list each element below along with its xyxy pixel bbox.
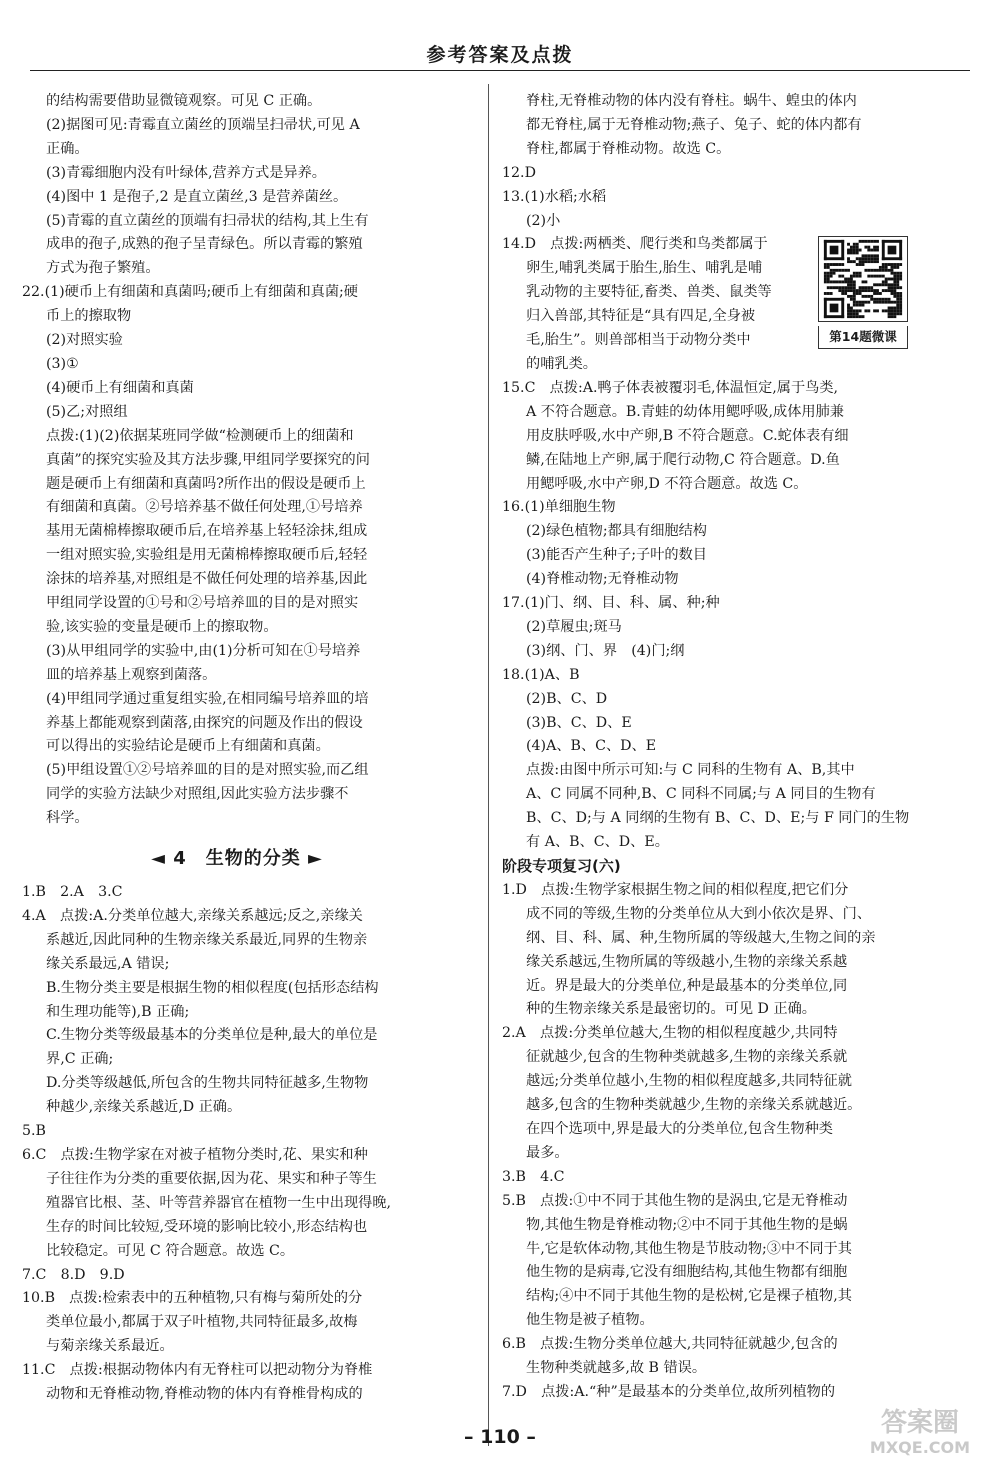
text-line: 点拨:(1)(2)依据某班同学做“检测硬币上的细菌和 bbox=[46, 427, 354, 444]
text-line: 归入兽部,其特征是“具有四足,全身被 bbox=[526, 308, 756, 325]
text-line: 最多。 bbox=[526, 1144, 569, 1161]
text-line: 有 A、B、C、D、E。 bbox=[526, 834, 669, 851]
text-line: 一组对照实验,实验组是用无菌棉棒擦取硬币后,轻轻 bbox=[46, 547, 368, 564]
text-line: 越多,包含的生物种类就越少,生物的亲缘关系就越近。 bbox=[526, 1097, 862, 1114]
text-line: (5)青霉的直立菌丝的顶端有扫帚状的结构,其上生有 bbox=[46, 212, 369, 229]
text-line: (4)甲组同学通过重复组实验,在相同编号培养皿的培 bbox=[46, 690, 369, 707]
text-line: 成串的孢子,成熟的孢子呈青绿色。所以青霉的繁殖 bbox=[46, 236, 363, 253]
text-line: (3)① bbox=[46, 355, 79, 372]
text-line: 他生物的是病毒,它没有细胞结构,其他生物都有细胞 bbox=[526, 1264, 848, 1281]
text-line: (3)能否产生种子;子叶的数目 bbox=[526, 547, 707, 564]
text-line: 6.C 点拨:生物学家在对被子植物分类时,花、果实和种 bbox=[22, 1146, 368, 1163]
text-line: 22.(1)硬币上有细菌和真菌吗;硬币上有细菌和真菌;硬 bbox=[22, 284, 358, 301]
text-line: (5)甲组设置①②号培养皿的目的是对照实验,而乙组 bbox=[46, 762, 369, 779]
text-line: 币上的擦取物 bbox=[46, 308, 132, 325]
text-line: 的结构需要借助显微镜观察。可见 C 正确。 bbox=[46, 93, 322, 109]
text-line: 基用无菌棉棒擦取硬币后,在培养基上轻轻涂抹,组成 bbox=[46, 523, 368, 540]
text-line: 脊柱,无脊椎动物的体内没有脊柱。蜗牛、蝗虫的体内 bbox=[526, 93, 857, 109]
text-line: (2)小 bbox=[526, 212, 561, 229]
text-line: 和生理功能等),B 正确; bbox=[46, 1003, 190, 1020]
text-line: 动物和无脊椎动物,脊椎动物的体内有脊椎骨构成的 bbox=[46, 1386, 363, 1403]
text-line: 殖器官比根、茎、叶等营养器官在植物一生中出现得晚, bbox=[46, 1194, 392, 1211]
text-line: 6.B 点拨:生物分类单位越大,共同特征就越少,包含的 bbox=[502, 1336, 838, 1353]
text-line: 乳动物的主要特征,畜类、兽类、鼠类等 bbox=[526, 284, 772, 301]
text-line: 用鳃呼吸,水中产卵,D 不符合题意。故选 C。 bbox=[526, 475, 808, 492]
text-line: D.分类等级越低,所包含的生物共同特征越多,生物物 bbox=[46, 1075, 369, 1092]
text-line: 种越少,亲缘关系越近,D 正确。 bbox=[46, 1099, 242, 1116]
text-line: 17.(1)门、纲、目、科、属、种;种 bbox=[502, 595, 720, 612]
text-line: (4)硬币上有细菌和真菌 bbox=[46, 379, 194, 396]
text-line: (4)图中 1 是孢子,2 是直立菌丝,3 是营养菌丝。 bbox=[46, 188, 348, 205]
text-line: 1.B 2.A 3.C bbox=[22, 884, 123, 900]
qr-code-block[interactable] bbox=[818, 236, 910, 349]
watermark bbox=[850, 1408, 990, 1464]
text-line: 缘关系最远,A 错误; bbox=[46, 955, 170, 972]
text-line: 4.A 点拨:A.分类单位越大,亲缘关系越远;反之,亲缘关 bbox=[22, 907, 363, 924]
section-title: ◄ 4 生物的分类 ► bbox=[151, 848, 323, 870]
text-line: 的哺乳类。 bbox=[526, 355, 597, 372]
watermark-logo: 答案圈 bbox=[880, 1408, 959, 1438]
text-line: 16.(1)单细胞生物 bbox=[502, 499, 616, 516]
header-rule bbox=[30, 70, 970, 71]
text-line: 纲、目、科、属、种,生物所属的等级越大,生物之间的亲 bbox=[526, 929, 876, 946]
text-line: 用皮肤呼吸,水中产卵,B 不符合题意。C.蛇体表有细 bbox=[526, 427, 849, 444]
text-line: 物,其他生物是脊椎动物;②中不同于其他生物的是蜗 bbox=[526, 1216, 848, 1233]
text-line: (2)绿色植物;都具有细胞结构 bbox=[526, 523, 707, 540]
text-line: 15.C 点拨:A.鸭子体表被覆羽毛,体温恒定,属于鸟类, bbox=[502, 379, 839, 396]
text-line: 生物种类就越多,故 B 错误。 bbox=[526, 1360, 707, 1377]
text-line: 7.D 点拨:A.“种”是最基本的分类单位,故所列植物的 bbox=[502, 1383, 836, 1400]
text-line: 越远;分类单位越小,生物的相似程度越多,共同特征就 bbox=[526, 1073, 852, 1090]
text-line: 5.B 点拨:①中不同于其他生物的是涡虫,它是无脊椎动 bbox=[502, 1192, 848, 1209]
text-line: 卵生,哺乳类属于胎生,胎生、哺乳是哺 bbox=[526, 260, 763, 277]
text-line: 甲组同学设置的①号和②号培养皿的目的是对照实 bbox=[46, 595, 359, 612]
text-line: 养基上都能观察到菌落,由探究的问题及作出的假设 bbox=[46, 714, 363, 731]
text-line: 他生物是被子植物。 bbox=[526, 1312, 654, 1329]
text-line: (3)B、C、D、E bbox=[526, 714, 632, 731]
text-line: B.生物分类主要是根据生物的相似程度(包括形态结构 bbox=[46, 979, 379, 996]
qr-caption: 第14题微课 bbox=[818, 326, 908, 349]
text-line: 正确。 bbox=[46, 140, 89, 157]
column-divider bbox=[488, 84, 489, 1446]
text-line: 脊柱,都属于脊椎动物。故选 C。 bbox=[526, 140, 731, 157]
text-line: 与菊亲缘关系最近。 bbox=[46, 1338, 174, 1355]
left-column bbox=[22, 90, 452, 1407]
text-line: 1.D 点拨:生物学家根据生物之间的相似程度,把它们分 bbox=[502, 881, 849, 898]
text-line: A、C 同属不同种,B、C 同科不同属;与 A 同目的生物有 bbox=[526, 786, 876, 803]
text-line: 种的生物亲缘关系是最密切的。可见 D 正确。 bbox=[526, 1001, 816, 1018]
text-line: (4)脊椎动物;无脊椎动物 bbox=[526, 571, 679, 588]
text-line: 科学。 bbox=[46, 810, 89, 827]
text-line: (5)乙;对照组 bbox=[46, 403, 128, 420]
text-line: (3)纲、门、界 (4)门;纲 bbox=[526, 642, 685, 659]
text-line: 验,该实验的变量是硬币上的擦取物。 bbox=[46, 618, 278, 635]
text-line: 成不同的等级,生物的分类单位从大到小依次是界、门、 bbox=[526, 905, 872, 922]
text-line: (4)A、B、C、D、E bbox=[526, 738, 657, 755]
text-line: 5.B bbox=[22, 1123, 46, 1140]
text-line: 征就越少,包含的生物种类就越多,生物的亲缘关系就 bbox=[526, 1049, 848, 1066]
text-line: 7.C 8.D 9.D bbox=[22, 1266, 125, 1283]
text-line: 鳞,在陆地上产卵,属于爬行动物,C 符合题意。D.鱼 bbox=[526, 451, 840, 468]
text-line: 18.(1)A、B bbox=[502, 666, 580, 683]
text-line: 11.C 点拨:根据动物体内有无脊柱可以把动物分为脊椎 bbox=[22, 1362, 373, 1379]
text-line: 皿的培养基上观察到菌落。 bbox=[46, 666, 217, 683]
text-line: 有细菌和真菌。②号培养基不做任何处理,①号培养 bbox=[46, 499, 363, 516]
qr-code-icon[interactable] bbox=[818, 236, 908, 322]
text-line: B、C、D;与 A 同纲的生物有 B、C、D、E;与 F 同门的生物 bbox=[526, 810, 910, 827]
text-line: 涂抹的培养基,对照组是不做任何处理的培养基,因此 bbox=[46, 571, 368, 588]
text-line: 结构;④中不同于其他生物的是松树,它是裸子植物,其 bbox=[526, 1288, 852, 1305]
text-line: 牛,它是软体动物,其他生物是节肢动物;③中不同于其 bbox=[526, 1240, 852, 1257]
text-line: (2)据图可见:青霉直立菌丝的顶端呈扫帚状,可见 A bbox=[46, 116, 360, 133]
text-line: (2)草履虫;斑马 bbox=[526, 618, 622, 635]
text-line: (2)B、C、D bbox=[526, 690, 608, 707]
text-line: 10.B 点拨:检索表中的五种植物,只有梅与菊所处的分 bbox=[22, 1290, 363, 1307]
text-line: 子往往作为分类的重要依据,因为花、果实和种子等生 bbox=[46, 1170, 377, 1187]
text-line: 毛,胎生”。则兽部相当于动物分类中 bbox=[526, 332, 751, 349]
text-line: 真菌”的探究实验及其方法步骤,甲组同学要探究的问 bbox=[46, 451, 370, 468]
text-line: 在四个选项中,界是最大的分类单位,包含生物种类 bbox=[526, 1120, 833, 1137]
text-line: (2)对照实验 bbox=[46, 332, 123, 349]
text-line: 12.D bbox=[502, 164, 536, 181]
text-line: 类单位最小,都属于双子叶植物,共同特征最多,故梅 bbox=[46, 1314, 358, 1331]
text-line: 点拨:由图中所示可知:与 C 同科的生物有 A、B,其中 bbox=[526, 762, 855, 779]
text-line: 都无脊柱,属于无脊椎动物;燕子、兔子、蛇的体内都有 bbox=[526, 116, 862, 133]
text-line: 缘关系越远,生物所属的等级越小,生物的亲缘关系越 bbox=[526, 953, 848, 970]
page-header: 参考答案及点拨 bbox=[426, 44, 574, 66]
text-line: 2.A 点拨:分类单位越大,生物的相似程度越少,共同特 bbox=[502, 1025, 838, 1042]
text-line: (3)从甲组同学的实验中,由(1)分析可知在①号培养 bbox=[46, 642, 361, 659]
text-line: 14.D 点拨:两栖类、爬行类和鸟类都属于 bbox=[502, 236, 768, 253]
text-line: 界,C 正确; bbox=[46, 1051, 114, 1068]
text-line: A 不符合题意。B.青蛙的幼体用鳃呼吸,成体用肺兼 bbox=[526, 403, 844, 420]
text-line: 比较稳定。可见 C 符合题意。故选 C。 bbox=[46, 1242, 295, 1259]
text-line: 3.B 4.C bbox=[502, 1168, 565, 1185]
text-line: 13.(1)水稻;水稻 bbox=[502, 188, 607, 205]
watermark-url: MXQE.COM bbox=[869, 1438, 971, 1457]
text-line: 生存的时间比较短,受环境的影响比较小,形态结构也 bbox=[46, 1218, 368, 1235]
text-line: 方式为孢子繁殖。 bbox=[46, 260, 160, 277]
text-line: C.生物分类等级最基本的分类单位是种,最大的单位是 bbox=[46, 1027, 378, 1044]
page-number: – 110 – bbox=[464, 1426, 536, 1448]
text-line: 近。界是最大的分类单位,种是最基本的分类单位,同 bbox=[526, 977, 848, 994]
text-line: 可以得出的实验结论是硬币上有细菌和真菌。 bbox=[46, 738, 330, 755]
text-line: 题是硬币上有细菌和真菌吗?所作出的假设是硬币上 bbox=[46, 475, 366, 492]
text-line: 系越近,因此同种的生物亲缘关系最近,同界的生物亲 bbox=[46, 931, 368, 948]
text-line: 同学的实验方法缺少对照组,因此实验方法步骤不 bbox=[46, 786, 349, 803]
text-line: (3)青霉细胞内没有叶绿体,营养方式是异养。 bbox=[46, 164, 326, 181]
stage-review-heading: 阶段专项复习(六) bbox=[502, 857, 621, 875]
